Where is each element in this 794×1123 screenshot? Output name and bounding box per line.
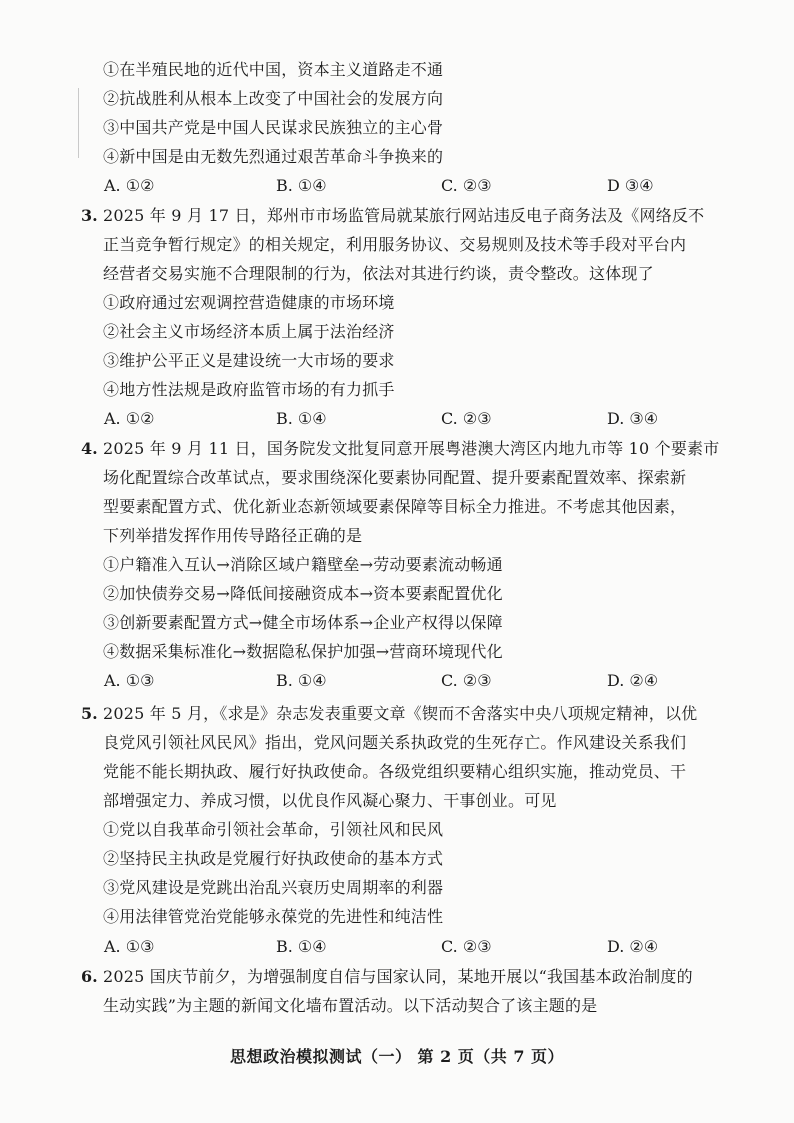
- option-a: A. ①②: [104, 176, 155, 195]
- question-4-statement-1: ①户籍准入互认→消除区域户籍壁垒→劳动要素流动畅通: [103, 555, 503, 574]
- option-c: C. ②③: [441, 671, 492, 690]
- question-3-line-1: 2025 年 9 月 17 日，郑州市市场监管局就某旅行网站违反电子商务法及《网络反不: [103, 206, 705, 225]
- option-d: D. ③④: [607, 409, 659, 428]
- option-c: C. ②③: [441, 937, 492, 956]
- question-3-statement-2: ②社会主义市场经济本质上属于法治经济: [103, 322, 395, 341]
- page-footer: 思想政治模拟测试（一） 第 2 页（共 7 页）: [229, 1047, 565, 1066]
- question-5-line-2: 良党风引领社风民风》指出，党风问题关系执政党的生死存亡。作风建设关系我们: [103, 733, 687, 752]
- option-b: B. ①④: [276, 937, 327, 956]
- question-5-statement-1: ①党以自我革命引领社会革命，引领社风和民风: [103, 820, 444, 839]
- option-b: B. ①④: [276, 671, 327, 690]
- question-4-statement-2: ②加快债券交易→降低间接融资成本→资本要素配置优化: [103, 584, 503, 603]
- prev-statement-3: ③中国共产党是中国人民谋求民族独立的主心骨: [103, 118, 444, 137]
- question-6-line-1: 2025 国庆节前夕，为增强制度自信与国家认同，某地开展以“我国基本政治制度的: [103, 967, 693, 986]
- question-4-number: 4.: [81, 439, 98, 458]
- option-a: A. ①②: [104, 409, 155, 428]
- question-4-line-1: 2025 年 9 月 11 日，国务院发文批复同意开展粤港澳大湾区内地九市等 10 个要素市: [103, 439, 720, 458]
- option-d: D ③④: [607, 176, 654, 195]
- question-5-line-1: 2025 年 5 月，《求是》杂志发表重要文章《锲而不舍落实中央八项规定精神，以优: [103, 704, 698, 723]
- question-3-options: [104, 409, 694, 429]
- question-4-statement-3: ③创新要素配置方式→健全市场体系→企业产权得以保障: [103, 613, 503, 632]
- question-4-statement-4: ④数据采集标准化→数据隐私保护加强→营商环境现代化: [103, 642, 503, 661]
- question-3-line-3: 经营者交易实施不合理限制的行为，依法对其进行约谈，责令整改。这体现了: [103, 264, 654, 283]
- question-5-options: [104, 937, 694, 957]
- question-5-line-3: 党能不能长期执政、履行好执政使命。各级党组织要精心组织实施，推动党员、干: [103, 762, 687, 781]
- question-5-number: 5.: [81, 704, 98, 723]
- option-c: C. ②③: [441, 176, 492, 195]
- scan-margin-line: [78, 88, 79, 158]
- question-5-statement-4: ④用法律管党治党能够永葆党的先进性和纯洁性: [103, 907, 444, 926]
- option-a: A. ①③: [104, 671, 155, 690]
- option-b: B. ①④: [276, 176, 327, 195]
- prev-options: [104, 176, 694, 196]
- question-6-line-2: 生动实践”为主题的新闻文化墙布置活动。以下活动契合了该主题的是: [103, 996, 598, 1015]
- option-a: A. ①③: [104, 937, 155, 956]
- option-d: D. ②④: [607, 671, 659, 690]
- question-4-line-2: 场化配置综合改革试点，要求围绕深化要素协同配置、提升要素配置效率、探索新: [103, 468, 687, 487]
- question-3-line-2: 正当竞争暂行规定》的相关规定，利用服务协议、交易规则及技术等手段对平台内: [103, 235, 687, 254]
- question-6-number: 6.: [81, 967, 98, 986]
- option-b: B. ①④: [276, 409, 327, 428]
- question-4-line-3: 型要素配置方式、优化新业态新领域要素保障等目标全力推进。不考虑其他因素，: [103, 497, 687, 516]
- option-c: C. ②③: [441, 409, 492, 428]
- question-4-options: [104, 671, 694, 691]
- prev-statement-4: ④新中国是由无数先烈通过艰苦革命斗争换来的: [103, 147, 444, 166]
- question-3-number: 3.: [81, 206, 98, 225]
- question-3-statement-3: ③维护公平正义是建设统一大市场的要求: [103, 351, 395, 370]
- question-5-statement-2: ②坚持民主执政是党履行好执政使命的基本方式: [103, 849, 444, 868]
- question-3-statement-1: ①政府通过宏观调控营造健康的市场环境: [103, 293, 395, 312]
- prev-statement-2: ②抗战胜利从根本上改变了中国社会的发展方向: [103, 89, 444, 108]
- option-d: D. ②④: [607, 937, 659, 956]
- question-3-statement-4: ④地方性法规是政府监管市场的有力抓手: [103, 380, 395, 399]
- question-4-line-4: 下列举措发挥作用传导路径正确的是: [103, 526, 363, 545]
- question-5-statement-3: ③党风建设是党跳出治乱兴衰历史周期率的利器: [103, 878, 444, 897]
- question-5-line-4: 部增强定力、养成习惯，以优良作风凝心聚力、干事创业。可见: [103, 791, 557, 810]
- prev-statement-1: ①在半殖民地的近代中国，资本主义道路走不通: [103, 60, 444, 79]
